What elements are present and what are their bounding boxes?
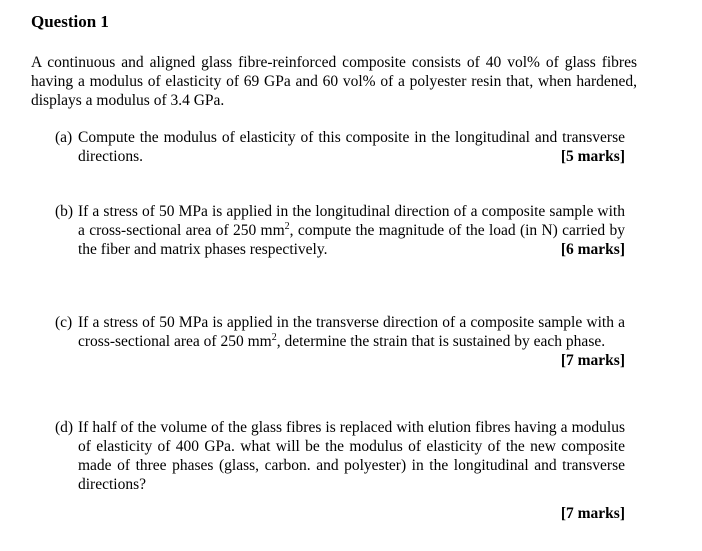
part-d-label: (d)	[55, 419, 74, 436]
part-d-marks: [7 marks]	[560, 505, 625, 522]
part-a-marks: [5 marks]	[560, 148, 625, 165]
part-b-marks: [6 marks]	[560, 241, 625, 258]
part-b-text-1: If a stress of 50 MPa is applied in the longitudinal direction of a composite sample with a cross-sectional area of 250 mm	[78, 203, 625, 239]
part-b-text-2: , compute the magnitude of the load (in N) carried by the fiber and matrix phases respectively.	[78, 222, 625, 258]
part-a	[55, 128, 625, 166]
question-intro: A continuous and aligned glass fibre-reinforced composite consists of 40 vol% of glass fibres having a modulus of elasticity of 69 GPa and 60 vol% of a polyester resin that, when hardened, displays a modulus of 3.4 GPa.	[31, 54, 637, 109]
part-c-label: (c)	[55, 314, 73, 331]
part-c	[55, 313, 625, 370]
part-d-text: If half of the volume of the glass fibres is replaced with elution fibres having a modulus of elasticity of 400 GPa. what will be the modulus of elasticity of the new composite made of three phases (glass, carbon. and polyester) in the longitudinal and transverse directions?	[78, 419, 625, 493]
part-c-text-1: If a stress of 50 MPa is applied in the transverse direction of a composite sample with a cross-sectional area of 250 mm	[78, 314, 625, 350]
part-a-text: Compute the modulus of elasticity of this composite in the longitudinal and transverse directions.	[78, 129, 625, 165]
part-c-superscript: 2	[271, 331, 277, 343]
part-b-label: (b)	[55, 203, 74, 220]
part-d	[55, 418, 625, 523]
part-b-superscript: 2	[284, 220, 290, 232]
part-c-text-2: , determine the strain that is sustained by each phase.	[276, 333, 606, 350]
part-c-marks: [7 marks]	[560, 352, 625, 369]
question-title: Question 1	[31, 12, 109, 31]
part-b	[55, 202, 625, 259]
part-a-label: (a)	[55, 129, 73, 146]
